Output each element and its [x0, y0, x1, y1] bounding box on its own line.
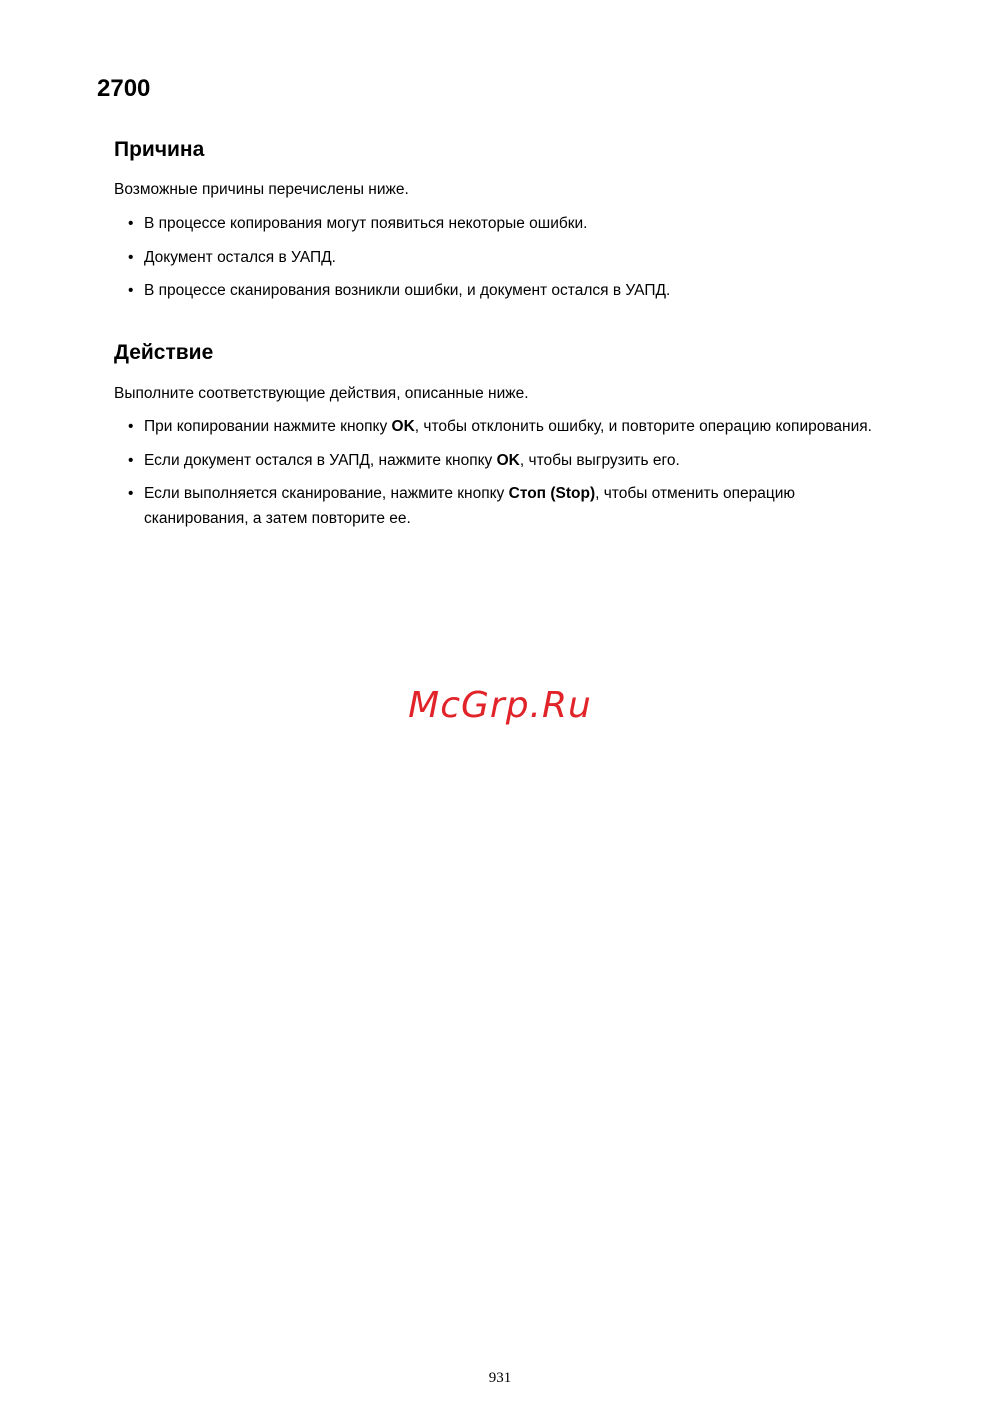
list-item — [114, 448, 874, 473]
action-item-text-start: При копировании нажмите кнопку — [144, 418, 392, 435]
bullet-icon: • — [128, 282, 134, 299]
list-item — [114, 481, 874, 531]
bullet-icon: • — [128, 485, 134, 502]
watermark-logo: McGrp.Ru — [408, 685, 592, 726]
action-list — [114, 414, 874, 540]
bullet-icon: • — [128, 418, 134, 435]
stop-key-label: Стоп (Stop) — [508, 485, 596, 502]
bullet-icon: • — [128, 451, 134, 469]
bullet-icon: • — [128, 248, 134, 266]
action-item-text-end: , чтобы отклонить ошибку, и повторите операцию копирования. — [414, 418, 872, 435]
cause-item-text: В процессе копирования могут появиться некоторые ошибки. — [144, 215, 588, 232]
cause-list — [114, 211, 874, 312]
ok-key-label: OK — [391, 418, 415, 435]
page-title: 2700 — [97, 75, 151, 102]
list-item — [114, 414, 874, 439]
action-heading: Действие — [114, 341, 214, 364]
list-item — [114, 245, 874, 270]
cause-intro: Возможные причины перечислены ниже. — [114, 181, 409, 198]
cause-item-text: Документ остался в УАПД. — [144, 248, 336, 266]
action-item-text-start: Если документ остался в УАПД, нажмите кнопку — [144, 451, 497, 469]
cause-item-text: В процессе сканирования возникли ошибки, и документ остался в УАПД. — [144, 282, 671, 299]
cause-heading: Причина — [114, 138, 205, 161]
list-item — [114, 211, 874, 236]
action-item-text-end: , чтобы выгрузить его. — [519, 451, 680, 469]
action-item-text-end: , чтобы отменить операцию сканирования, а затем повторите ее. — [144, 485, 796, 527]
list-item — [114, 278, 874, 303]
bullet-icon: • — [128, 215, 134, 232]
action-item-text-start: Если выполняется сканирование, нажмите кнопку — [144, 485, 509, 502]
ok-key-label: OK — [496, 451, 520, 469]
action-intro: Выполните соответствующие действия, описанные ниже. — [114, 385, 529, 402]
page-number: 931 — [488, 1370, 512, 1386]
